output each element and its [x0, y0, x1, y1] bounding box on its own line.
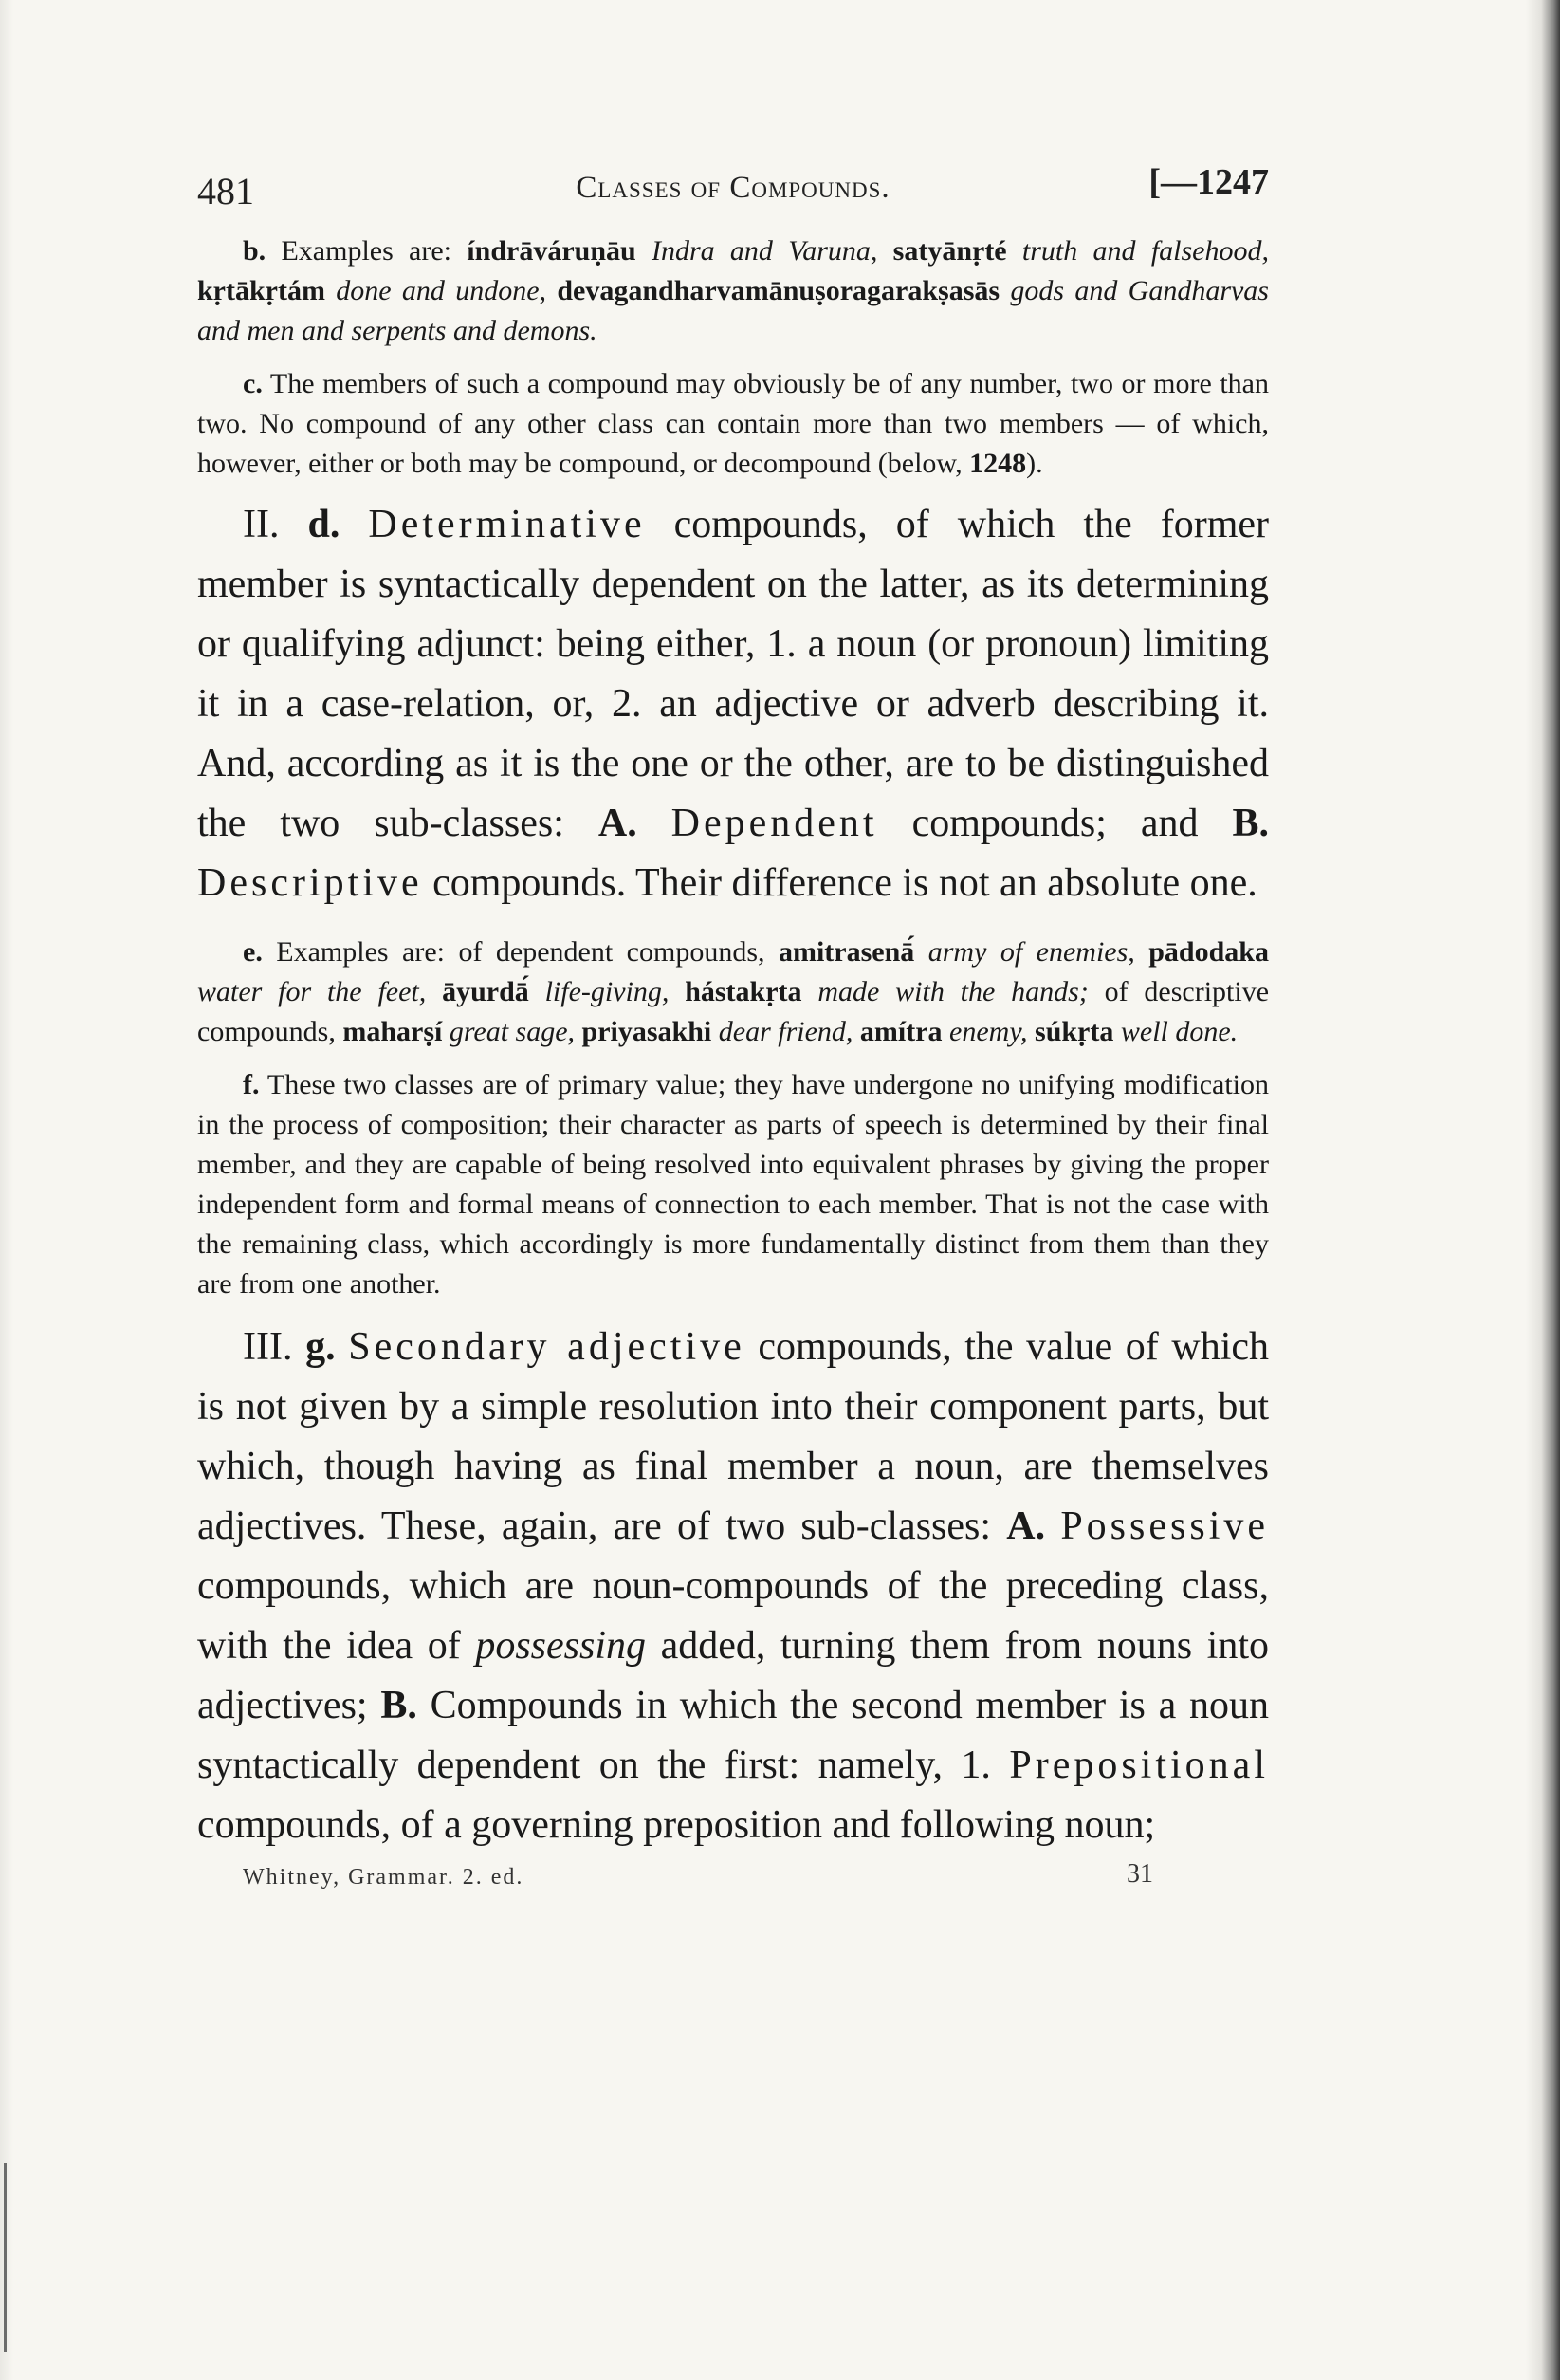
page-footer — [197, 1859, 1269, 1903]
section-reference: [—1247 — [1148, 162, 1269, 202]
italic-gloss: enemy, — [942, 1016, 1036, 1047]
bold-term: satyānṛté — [892, 235, 1007, 267]
text-run: of descriptive compounds, — [197, 976, 1270, 1047]
page-content — [197, 142, 1269, 1903]
text-run: added, turning them from nouns into adjectives; — [197, 1624, 1269, 1727]
text-run: ). — [1026, 448, 1043, 479]
text-run: Examples are: of dependent compounds, — [262, 936, 779, 968]
bold-term: A. — [597, 802, 637, 845]
italic-gloss: water for the feet, — [197, 976, 443, 1007]
paragraph — [197, 364, 1269, 484]
body-text — [197, 231, 1269, 1855]
bold-term: pādodaka — [1148, 936, 1269, 968]
bold-term: g. — [305, 1325, 336, 1369]
italic-gloss: truth and falsehood, — [1006, 235, 1269, 267]
text-run: These two classes are of primary value; they have undergone no unifying modification in the process of composition; their character as parts of speech is determined by their final member, and they are capable of being resolved into equivalent phrases by giving the proper independent form and formal means of connection to each member. That is not the case with the remaining class, which accordingly is more fundamentally distinct from them than they are from one another. — [197, 1069, 1269, 1300]
bold-term: āyurdā́ — [442, 976, 529, 1007]
text-run — [1045, 1504, 1060, 1548]
italic-gloss: made with the hands; — [801, 976, 1105, 1007]
signature-number: 31 — [1127, 1859, 1153, 1889]
italic-gloss: Indra and Varuna, — [635, 235, 893, 267]
italic-gloss: possessing — [475, 1624, 647, 1668]
text-run: compounds. Their difference is not an absolute one. — [422, 861, 1257, 905]
bold-term: B. — [380, 1684, 417, 1727]
spaced-term: Determinative — [368, 503, 646, 546]
spaced-term: Possessive — [1060, 1504, 1270, 1548]
page-header — [197, 142, 1269, 212]
bold-term: maharṣí — [342, 1016, 443, 1047]
text-run: II. — [243, 503, 308, 546]
paragraph — [197, 495, 1269, 913]
bold-term: c. — [243, 368, 263, 399]
bold-term: A. — [1006, 1504, 1046, 1548]
paragraph — [197, 1318, 1269, 1855]
text-run: Examples are: — [266, 235, 468, 267]
text-run: III. — [243, 1325, 306, 1369]
text-run — [336, 1325, 349, 1369]
italic-gloss: well done. — [1113, 1016, 1239, 1047]
italic-gloss: army of enemies, — [914, 936, 1149, 968]
spaced-term: Dependent — [670, 802, 878, 845]
bold-term: índrāváruṇāu — [467, 235, 636, 267]
bold-term: devagandharvamānuṣoragarakṣasās — [557, 275, 1000, 306]
page-left-edge — [0, 0, 13, 2380]
text-run: compounds, which are noun-compounds of the preceding class, with the idea of — [197, 1564, 1269, 1668]
text-run: compounds, the value of which is not given by a simple resolution into their component parts, but which, though having as final member a noun, are themselves adjectives. These, again, are of two sub-classes: — [197, 1325, 1270, 1548]
spaced-term: Prepositional — [1009, 1743, 1269, 1787]
paragraph — [197, 1065, 1269, 1304]
bold-term: B. — [1232, 802, 1269, 845]
page-right-edge-shadow — [1526, 0, 1560, 2380]
italic-gloss: dear friend, — [711, 1016, 860, 1047]
italic-gloss: gods and Gandharvas and men and serpents and demons. — [197, 275, 1269, 346]
bold-term: súkṛta — [1035, 1016, 1114, 1047]
italic-gloss: great sage, — [442, 1016, 582, 1047]
running-title: Classes of Compounds. — [576, 171, 890, 205]
bold-term: kṛtākṛtám — [197, 275, 325, 306]
bold-term: amítra — [859, 1016, 943, 1047]
bold-term: amitrasenā́ — [778, 936, 915, 968]
bold-term: d. — [307, 503, 340, 546]
spaced-term: Secondary adjective — [348, 1325, 745, 1369]
text-run: compounds, of which the former member is syntactically dependent on the latter, as its determining or qualifying adjunct: being either, 1. a noun (or pronoun) limiting it in a case-relation, or, 2. an adjective or adverb describing it. And, according as it is the one or the other, are to be distinguished the two sub-classes: — [197, 503, 1269, 845]
paragraph — [197, 932, 1269, 1052]
spaced-term: Descriptive — [197, 861, 423, 905]
italic-gloss: life-giving, — [528, 976, 686, 1007]
bold-term: f. — [243, 1069, 260, 1100]
text-run: Compounds in which the second member is a noun syntactically dependent on the first: namely, 1. — [197, 1684, 1269, 1787]
paragraph — [197, 231, 1269, 351]
text-run: compounds; and — [877, 802, 1233, 845]
binding-mark — [4, 2163, 7, 2352]
bold-term: 1248 — [969, 448, 1027, 479]
page-number: 481 — [197, 170, 254, 212]
bold-term: hástakṛta — [685, 976, 802, 1007]
italic-gloss: done and undone, — [324, 275, 558, 306]
text-run — [340, 503, 368, 546]
text-run — [637, 802, 671, 845]
printer-signature: Whitney, Grammar. 2. ed. — [243, 1865, 524, 1890]
bold-term: e. — [243, 936, 263, 968]
bold-term: priyasakhi — [581, 1016, 712, 1047]
bold-term: b. — [243, 235, 266, 267]
text-run: compounds, of a governing preposition and following noun; — [197, 1803, 1156, 1847]
text-run: The members of such a compound may obviously be of any number, two or more than two. No compound of any other class can contain more than two members — of which, however, either or both may be compound, or decompound (below, — [197, 368, 1269, 479]
